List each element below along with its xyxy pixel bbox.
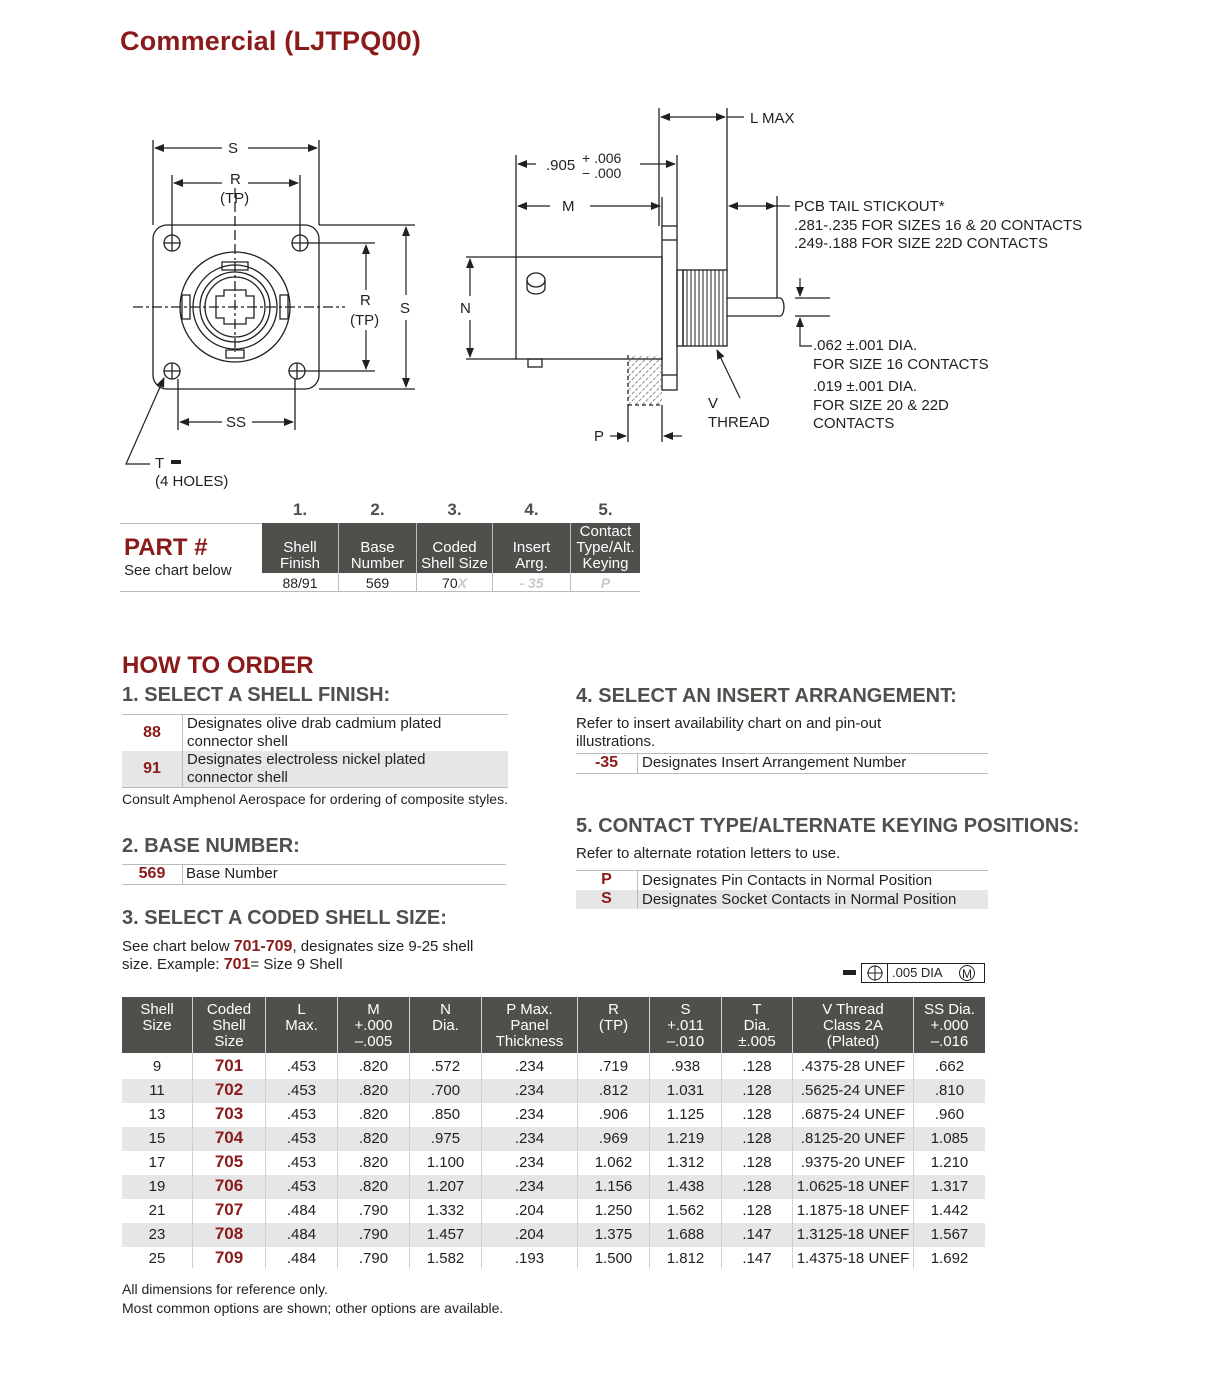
coded-shell-size-cell: 707 xyxy=(214,1200,244,1219)
table-cell: .969 xyxy=(598,1130,629,1147)
pn-col-2: Base Number xyxy=(350,539,405,572)
pcb-line2: .281-.235 FOR SIZES 16 & 20 CONTACTS xyxy=(794,217,1083,234)
table-header-cell: Coded Shell Size xyxy=(206,1001,252,1050)
table-cell: 1.250 xyxy=(594,1202,633,1219)
table-cell: .850 xyxy=(430,1106,461,1123)
table-cell: .975 xyxy=(430,1130,461,1147)
table-cell: .234 xyxy=(514,1178,545,1195)
table-column-divider xyxy=(913,997,914,1268)
coded-shell-size-cell: 704 xyxy=(214,1128,244,1147)
tolerance-text: .005 DIA xyxy=(892,965,943,980)
side-view xyxy=(466,108,830,442)
table-cell: .128 xyxy=(742,1058,772,1075)
section-3-heading: 3. SELECT A CODED SHELL SIZE: xyxy=(122,907,447,929)
dia-line2: FOR SIZE 16 CONTACTS xyxy=(813,356,989,373)
table-cell: .234 xyxy=(514,1058,545,1075)
table-cell: 1.4375-18 UNEF xyxy=(796,1250,910,1267)
table-cell: 19 xyxy=(148,1178,166,1195)
dim-905-plus: + .006 xyxy=(582,150,622,166)
table-column-divider xyxy=(649,997,650,1268)
table-cell: 1.582 xyxy=(426,1250,465,1267)
dim-r-top: R xyxy=(230,171,241,188)
pn-col-5: Contact Type/Alt. Keying xyxy=(576,523,635,572)
dim-thread: THREAD xyxy=(708,414,770,431)
dim-n: N xyxy=(460,300,471,317)
table-cell: 1.0625-18 UNEF xyxy=(796,1178,910,1195)
table-cell: 1.125 xyxy=(666,1106,705,1123)
pn-num-5: 5. xyxy=(598,500,613,519)
table-cell: 11 xyxy=(149,1082,165,1099)
footnote-1: All dimensions for reference only. xyxy=(122,1281,328,1297)
table-cell: 1.031 xyxy=(666,1082,705,1099)
table-cell: .128 xyxy=(742,1082,772,1099)
table-cell: .820 xyxy=(358,1154,389,1171)
table-cell: 13 xyxy=(148,1106,166,1123)
table-header-cell: V Thread Class 2A (Plated) xyxy=(822,1001,884,1050)
table-row xyxy=(122,1103,985,1127)
contact-code-s: S xyxy=(601,890,612,907)
table-cell: 1.317 xyxy=(930,1178,969,1195)
table-column-divider xyxy=(577,997,578,1268)
table-cell: .484 xyxy=(286,1202,317,1219)
table-cell: 1.156 xyxy=(594,1178,633,1195)
dim-s-top: S xyxy=(228,140,239,157)
table-header-cell: N Dia. xyxy=(432,1001,459,1034)
pn-val-5: P xyxy=(600,575,611,591)
table-column-divider xyxy=(481,997,482,1268)
table-cell: .234 xyxy=(514,1130,545,1147)
table-cell: .453 xyxy=(286,1178,317,1195)
table-cell: .810 xyxy=(934,1082,965,1099)
table-cell: .453 xyxy=(286,1082,317,1099)
pn-num-4: 4. xyxy=(524,500,539,519)
section-5-heading: 5. CONTACT TYPE/ALTERNATE KEYING POSITIONS: xyxy=(576,815,1080,837)
dim-tp-top: (TP) xyxy=(220,190,250,207)
table-cell: .820 xyxy=(358,1082,389,1099)
dia-line5: CONTACTS xyxy=(813,415,895,432)
table-column-divider xyxy=(721,997,722,1268)
table-cell: .790 xyxy=(358,1226,389,1243)
pn-val-4: - 35 xyxy=(519,575,544,591)
dim-m: M xyxy=(562,198,575,215)
table-column-divider xyxy=(265,997,266,1268)
table-column-divider xyxy=(337,997,338,1268)
pn-bottom-rule xyxy=(120,591,640,592)
table-row xyxy=(122,1247,985,1271)
insert-desc: Designates Insert Arrangement Number xyxy=(642,754,907,771)
table-cell: 1.375 xyxy=(594,1226,633,1243)
dim-lmax: L MAX xyxy=(750,110,795,127)
table-header-cell: M +.000 –.005 xyxy=(354,1001,393,1050)
table-cell: 1.3125-18 UNEF xyxy=(796,1226,910,1243)
table-cell: 1.312 xyxy=(666,1154,705,1171)
dim-v: V xyxy=(708,395,719,412)
base-number-code: 569 xyxy=(138,865,166,882)
table-cell: .234 xyxy=(514,1154,545,1171)
pcb-line3: .249-.188 FOR SIZE 22D CONTACTS xyxy=(794,235,1048,252)
coded-shell-size-cell: 708 xyxy=(214,1224,244,1243)
table-cell: .700 xyxy=(430,1082,461,1099)
datum-mark-small xyxy=(843,970,856,975)
table-header-cell: R (TP) xyxy=(598,1001,629,1034)
table-cell: 21 xyxy=(148,1202,166,1219)
shell-finish-table xyxy=(122,715,508,787)
pn-num-1: 1. xyxy=(292,500,308,519)
coded-shell-size-cell: 703 xyxy=(214,1104,244,1123)
insert-text: Refer to insert availability chart on and pin-out illustrations. xyxy=(576,715,882,750)
table-cell: .147 xyxy=(742,1226,772,1243)
coded-shell-size-cell: 702 xyxy=(214,1080,244,1099)
table-cell: 1.442 xyxy=(930,1202,969,1219)
contact-desc-p: Designates Pin Contacts in Normal Position xyxy=(642,872,933,889)
table-cell: .453 xyxy=(286,1106,317,1123)
table-cell: .938 xyxy=(670,1058,701,1075)
table-cell: .4375-28 UNEF xyxy=(800,1058,906,1075)
table-cell: .6875-24 UNEF xyxy=(800,1106,906,1123)
table-cell: 1.692 xyxy=(930,1250,969,1267)
part-number-label: PART # xyxy=(124,534,208,561)
table-cell: 1.219 xyxy=(666,1130,705,1147)
table-header-cell: S +.011 –.010 xyxy=(666,1001,705,1050)
table-column-divider xyxy=(192,997,193,1268)
table-cell: .572 xyxy=(430,1058,461,1075)
table-cell: 1.567 xyxy=(930,1226,969,1243)
table-cell: .128 xyxy=(742,1106,772,1123)
table-header-cell: P Max. Panel Thickness xyxy=(495,1001,564,1050)
table-cell: .147 xyxy=(742,1250,772,1267)
tolerance-frame xyxy=(861,963,985,983)
table-cell: 1.500 xyxy=(594,1250,633,1267)
table-header-cell: T Dia. ±.005 xyxy=(738,1001,776,1050)
table-cell: 1.207 xyxy=(426,1178,465,1195)
table-cell: 1.100 xyxy=(426,1154,465,1171)
table-cell: .193 xyxy=(514,1250,545,1267)
table-cell: .234 xyxy=(514,1082,545,1099)
section-2-heading: 2. BASE NUMBER: xyxy=(122,835,300,857)
finish-row: 91 Designates electroless nickel plated connector shell xyxy=(122,751,508,787)
page-title: Commercial (LJTPQ00) xyxy=(120,26,422,56)
datum-mark xyxy=(171,460,181,464)
table-cell: .5625-24 UNEF xyxy=(800,1082,906,1099)
table-cell: 1.062 xyxy=(594,1154,633,1171)
dim-t: T xyxy=(155,455,165,472)
dim-905-minus: − .000 xyxy=(582,165,622,181)
dia-line1: .062 ±.001 DIA. xyxy=(813,337,918,354)
position-icon xyxy=(862,964,888,982)
dim-holes: (4 HOLES) xyxy=(155,473,229,490)
pn-val-3: 70X xyxy=(442,575,467,591)
pcb-line1: PCB TAIL STICKOUT* xyxy=(794,198,945,215)
dim-905: .905 xyxy=(546,157,576,174)
section-4-heading: 4. SELECT AN INSERT ARRANGEMENT: xyxy=(576,685,957,707)
table-cell: .9375-20 UNEF xyxy=(800,1154,906,1171)
table-cell: 1.562 xyxy=(666,1202,705,1219)
footnote-2: Most common options are shown; other options are available. xyxy=(122,1300,504,1316)
coded-shell-size-cell: 705 xyxy=(214,1152,244,1171)
table-cell: 1.085 xyxy=(930,1130,969,1147)
pn-num-2: 2. xyxy=(370,500,385,519)
part-see-chart: See chart below xyxy=(124,562,232,579)
table-cell: 1.457 xyxy=(426,1226,465,1243)
dia-line3: .019 ±.001 DIA. xyxy=(813,378,918,395)
connector-drawing xyxy=(0,0,1224,500)
table-row xyxy=(122,1127,985,1151)
coded-shell-text: See chart below 701-709, designates size 9-25 shell size. Example: 701= Size 9 Shell xyxy=(122,938,474,973)
table-row xyxy=(122,1151,985,1175)
dim-p: P xyxy=(594,428,605,445)
table-cell: .453 xyxy=(286,1130,317,1147)
table-cell: 17 xyxy=(148,1154,166,1171)
pn-col-4: Insert Arrg. xyxy=(512,539,551,572)
contact-desc-s: Designates Socket Contacts in Normal Position xyxy=(642,891,957,908)
table-cell: .906 xyxy=(598,1106,629,1123)
table-cell: .128 xyxy=(742,1178,772,1195)
section-1-heading: 1. SELECT A SHELL FINISH: xyxy=(122,684,391,706)
table-cell: .8125-20 UNEF xyxy=(800,1130,906,1147)
table-cell: .453 xyxy=(286,1154,317,1171)
table-row xyxy=(122,1175,985,1199)
coded-shell-size-cell: 701 xyxy=(214,1056,244,1075)
dia-line4: FOR SIZE 20 & 22D xyxy=(813,397,949,414)
contact-intro: Refer to alternate rotation letters to use. xyxy=(576,845,841,862)
table-cell: .662 xyxy=(934,1058,965,1075)
table-cell: .484 xyxy=(286,1226,317,1243)
finish-row: 88 Designates olive drab cadmium plated connector shell xyxy=(122,715,508,751)
table-row xyxy=(122,1199,985,1223)
table-header-cell: SS Dia. +.000 –.016 xyxy=(924,1001,975,1050)
dim-ss: SS xyxy=(226,414,247,431)
table-cell: .234 xyxy=(514,1106,545,1123)
table-cell: .820 xyxy=(358,1130,389,1147)
table-cell: .204 xyxy=(514,1226,545,1243)
table-column-divider xyxy=(792,997,793,1268)
table-cell: 1.688 xyxy=(666,1226,705,1243)
table-row xyxy=(122,1055,985,1079)
table-header-cell: L Max. xyxy=(285,1001,318,1034)
table-row xyxy=(122,1079,985,1103)
table-row xyxy=(122,1223,985,1247)
table-cell: .820 xyxy=(358,1106,389,1123)
table-header-cell: Shell Size xyxy=(140,1001,174,1034)
base-number-desc: Base Number xyxy=(186,865,278,882)
table-cell: .960 xyxy=(934,1106,965,1123)
dim-tp-right: (TP) xyxy=(350,312,380,329)
table-cell: .790 xyxy=(358,1250,389,1267)
table-cell: .484 xyxy=(286,1250,317,1267)
table-cell: .128 xyxy=(742,1202,772,1219)
table-cell: .453 xyxy=(286,1058,317,1075)
pn-num-3: 3. xyxy=(447,500,462,519)
table-cell: .790 xyxy=(358,1202,389,1219)
table-cell: .820 xyxy=(358,1178,389,1195)
coded-shell-size-cell: 706 xyxy=(214,1176,244,1195)
table-cell: 1.1875-18 UNEF xyxy=(796,1202,910,1219)
pn-col-1: Shell Finish xyxy=(279,539,320,572)
table-cell: .719 xyxy=(598,1058,629,1075)
table-cell: 1.438 xyxy=(666,1178,705,1195)
table-cell: 25 xyxy=(148,1250,166,1267)
table-cell: .128 xyxy=(742,1130,772,1147)
table-cell: .820 xyxy=(358,1058,389,1075)
dim-s-right: S xyxy=(400,300,411,317)
pn-val-1: 88/91 xyxy=(282,575,318,591)
table-cell: 1.210 xyxy=(930,1154,969,1171)
table-cell: 1.812 xyxy=(666,1250,705,1267)
coded-shell-size-cell: 709 xyxy=(214,1248,244,1267)
dim-r-right: R xyxy=(360,292,371,309)
table-cell: 23 xyxy=(148,1226,166,1243)
composite-note: Consult Amphenol Aerospace for ordering of composite styles. xyxy=(122,791,508,807)
table-cell: 15 xyxy=(148,1130,166,1147)
pn-val-2: 569 xyxy=(365,575,390,591)
pn-col-3: Coded Shell Size xyxy=(421,539,488,572)
table-cell: 1.332 xyxy=(426,1202,465,1219)
mmc-symbol: M xyxy=(959,965,975,981)
table-column-divider xyxy=(409,997,410,1268)
how-to-order-heading: HOW TO ORDER xyxy=(122,652,314,679)
contact-code-p: P xyxy=(601,871,612,888)
table-cell: .204 xyxy=(514,1202,545,1219)
insert-code: -35 xyxy=(594,754,619,771)
table-cell: 9 xyxy=(152,1058,162,1075)
table-cell: .812 xyxy=(598,1082,629,1099)
table-cell: .128 xyxy=(742,1154,772,1171)
